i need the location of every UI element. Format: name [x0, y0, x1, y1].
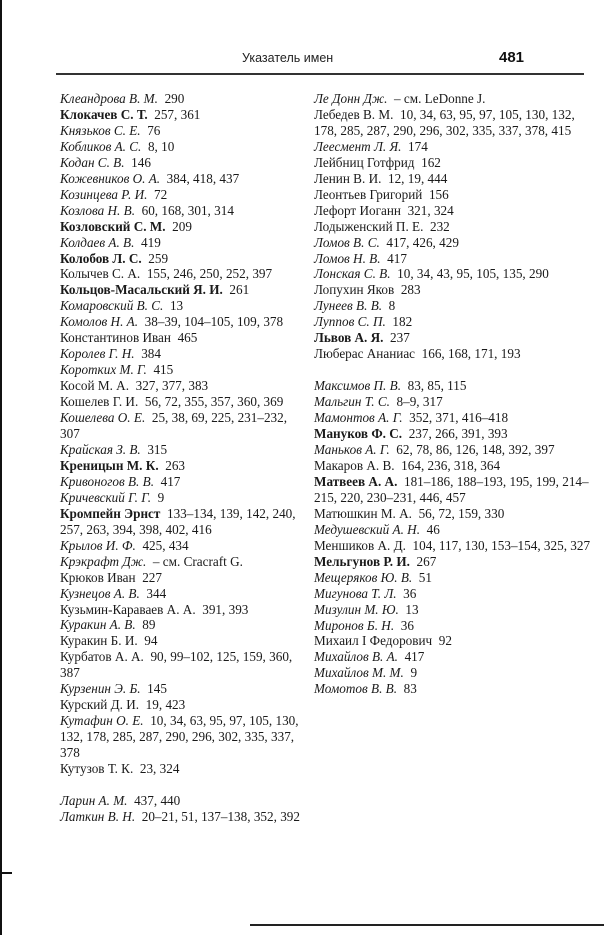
entry-page-refs: 12, 19, 444: [387, 170, 448, 186]
entry-name: Момотов В. В.: [314, 681, 398, 697]
entry-name: Лопухин Яков: [314, 282, 395, 298]
entry-name: Медушевский А. Н.: [314, 521, 421, 537]
entry-name: Мещеряков Ю. В.: [314, 569, 413, 585]
entry-name: Князьков С. Е.: [60, 122, 141, 138]
entry-name: Матюшкин М. А.: [314, 505, 412, 521]
entry-name: Кузнецов А. В.: [60, 585, 140, 601]
entry-name: Комолов Н. А.: [60, 314, 139, 330]
entry-page-refs: 181–186, 188–193, 195, 199, 214–215, 220, 230–231, 446, 457: [314, 473, 589, 505]
entry-name: Комаровский В. С.: [60, 298, 164, 314]
index-entry: [314, 155, 600, 171]
entry-page-refs: 8–9, 317: [396, 394, 443, 410]
entry-name: Кромпейн Эрнст: [60, 505, 161, 521]
entry-page-refs: 263: [165, 457, 186, 473]
entry-page-refs: 156: [428, 186, 449, 202]
entry-page-refs: 36: [403, 585, 417, 601]
index-entry: [60, 649, 310, 681]
entry-page-refs: 76: [147, 122, 161, 138]
entry-name: Куракин Б. И.: [60, 633, 138, 649]
index-entry: [314, 171, 600, 187]
index-entry: [314, 442, 600, 458]
entry-page-refs: 89: [142, 617, 156, 633]
entry-page-refs: – см. LeDonne J.: [394, 91, 486, 106]
entry-page-refs: 162: [421, 154, 441, 170]
entry-page-refs: 232: [429, 218, 450, 234]
entry-name: Люберас Ананиас: [314, 346, 416, 362]
entry-name: Крюков Иван: [60, 569, 136, 585]
entry-name: Кривоногов В. В.: [60, 473, 154, 489]
entry-page-refs: 164, 236, 318, 364: [401, 457, 501, 473]
entry-name: Михайлов М. М.: [314, 665, 404, 681]
letter-group-gap: [60, 777, 310, 793]
index-entry: [60, 442, 310, 458]
entry-name: Мельгунов Р. И.: [314, 553, 410, 569]
entry-page-refs: 283: [400, 282, 421, 298]
entry-page-refs: – см. Cracraft G.: [152, 553, 243, 569]
entry-name: Леонтьев Григорий: [314, 186, 423, 202]
header-rule: [56, 73, 584, 75]
index-entry: [60, 155, 310, 171]
entry-page-refs: 321, 324: [407, 202, 454, 218]
entry-name: Кожевников О. А.: [60, 170, 161, 186]
entry-page-refs: 94: [144, 633, 158, 649]
entry-name: Колдаев А. В.: [60, 234, 135, 250]
index-entry: [314, 458, 600, 474]
entry-page-refs: 384, 418, 437: [166, 170, 240, 186]
entry-page-refs: 51: [418, 569, 432, 585]
index-entry: [60, 633, 310, 649]
index-entry: [314, 633, 600, 649]
index-entry: [314, 330, 600, 346]
index-entry: [60, 410, 310, 442]
index-entry: [314, 346, 600, 362]
entry-name: Ле Донн Дж.: [314, 91, 388, 106]
entry-page-refs: 56, 72, 355, 357, 360, 369: [144, 394, 284, 410]
entry-page-refs: 72: [154, 186, 168, 202]
index-entry: [60, 171, 310, 187]
index-entry: [60, 362, 310, 378]
entry-page-refs: 13: [405, 601, 419, 617]
entry-name: Лебедев В. М.: [314, 106, 394, 122]
entry-name: Колобов Л. С.: [60, 250, 142, 266]
entry-name: Крэкрафт Дж.: [60, 553, 147, 569]
index-entry: [314, 378, 600, 394]
index-entry: [60, 282, 310, 298]
index-entry: [314, 410, 600, 426]
entry-name: Мальгин Т. С.: [314, 394, 390, 410]
entry-page-refs: 20–21, 51, 137–138, 352, 392: [141, 808, 300, 824]
entry-page-refs: 13: [169, 298, 184, 314]
index-entry: [314, 426, 600, 442]
entry-name: Курский Д. И.: [60, 697, 140, 713]
entry-page-refs: 155, 246, 250, 252, 397: [146, 266, 273, 282]
entry-page-refs: 419: [141, 234, 161, 250]
index-entry: [60, 266, 310, 282]
index-entry: [314, 681, 600, 697]
entry-name: Латкин В. Н.: [60, 808, 136, 824]
entry-page-refs: 415: [153, 362, 174, 378]
entry-page-refs: 10, 34, 63, 95, 97, 105, 130, 132, 178, 285, 287, 290, 296, 302, 335, 337, 378: [60, 713, 299, 761]
index-entry: [60, 697, 310, 713]
index-entry: [60, 506, 310, 538]
entry-name: Козинцева Р. И.: [60, 186, 148, 202]
index-entry: [314, 91, 600, 107]
entry-name: Королев Г. Н.: [60, 346, 135, 362]
index-entry: [314, 602, 600, 618]
entry-name: Козловский С. М.: [60, 218, 166, 234]
entry-page-refs: 261: [229, 282, 250, 298]
entry-page-refs: 174: [408, 138, 428, 154]
index-entry: [314, 251, 600, 267]
entry-name: Куракин А. В.: [60, 617, 136, 633]
entry-name: Леесмент Л. Я.: [314, 138, 402, 154]
index-entry: [314, 618, 600, 634]
entry-page-refs: 19, 423: [145, 697, 186, 713]
index-entry: [314, 665, 600, 681]
index-entry: [60, 235, 310, 251]
entry-name: Кодан С. В.: [60, 154, 125, 170]
entry-page-refs: 257, 361: [154, 106, 201, 122]
entry-page-refs: 237, 266, 391, 393: [408, 426, 508, 442]
entry-page-refs: 38–39, 104–105, 109, 378: [144, 314, 284, 330]
entry-name: Меншиков А. Д.: [314, 537, 406, 553]
footer-rule: [250, 924, 604, 926]
index-entry: [314, 538, 600, 554]
entry-page-refs: 92: [438, 633, 452, 649]
index-entry: [60, 123, 310, 139]
running-header: [0, 0, 604, 70]
entry-name: Крайская З. В.: [60, 441, 141, 457]
index-entry: [60, 586, 310, 602]
entry-name: Львов А. Я.: [314, 330, 384, 346]
entry-name: Клокачев С. Т.: [60, 106, 148, 122]
page-number: 481: [499, 49, 525, 66]
entry-name: Михаил I Федорович: [314, 633, 433, 649]
entry-page-refs: 209: [172, 218, 192, 234]
entry-name: Мигунова Т. Л.: [314, 585, 397, 601]
entry-page-refs: 83: [403, 681, 417, 697]
entry-name: Кузьмин-Караваев А. А.: [60, 601, 196, 617]
entry-page-refs: 315: [147, 441, 168, 457]
entry-name: Мамонтов А. Г.: [314, 410, 403, 426]
entry-name: Лонская С. В.: [314, 266, 391, 282]
entry-name: Кутузов Т. К.: [60, 761, 134, 777]
entry-name: Креницын М. К.: [60, 457, 159, 473]
entry-name: Кольцов-Масальский Я. И.: [60, 282, 223, 298]
index-column-left: [60, 91, 310, 825]
index-entry: [60, 378, 310, 394]
index-entry: [60, 554, 310, 570]
index-entry: [60, 251, 310, 267]
index-entry: [60, 91, 310, 107]
entry-page-refs: 384: [141, 346, 161, 362]
entry-name: Лейбниц Готфрид: [314, 154, 415, 170]
index-entry: [314, 187, 600, 203]
index-entry: [60, 458, 310, 474]
entry-name: Ломов В. С.: [314, 234, 380, 250]
index-entry: [60, 139, 310, 155]
entry-page-refs: 56, 72, 159, 330: [418, 505, 505, 521]
entry-page-refs: 417: [404, 649, 425, 665]
index-entry: [60, 602, 310, 618]
entry-name: Ленин В. И.: [314, 170, 382, 186]
index-entry: [60, 793, 310, 809]
entry-name: Лунеев В. В.: [314, 298, 383, 314]
entry-name: Коротких М. Г.: [60, 362, 147, 378]
entry-page-refs: 182: [392, 314, 413, 330]
entry-name: Мануков Ф. С.: [314, 426, 403, 442]
entry-page-refs: 23, 324: [139, 761, 180, 777]
entry-page-refs: 259: [148, 250, 169, 266]
entry-page-refs: 104, 117, 130, 153–154, 325, 327: [412, 537, 591, 553]
entry-name: Курзенин Э. Б.: [60, 681, 141, 697]
entry-name: Ломов Н. В.: [314, 250, 381, 266]
index-entry: [314, 474, 600, 506]
index-entry: [60, 761, 310, 777]
entry-page-refs: 417: [387, 250, 407, 266]
entry-page-refs: 10, 34, 63, 95, 97, 105, 130, 132, 178, 285, 287, 290, 296, 302, 335, 337, 378, 415: [314, 106, 575, 138]
index-entry: [60, 617, 310, 633]
entry-page-refs: 290: [164, 91, 185, 106]
index-entry: [60, 187, 310, 203]
index-entry: [314, 107, 600, 139]
entry-page-refs: 10, 34, 43, 95, 105, 135, 290: [397, 266, 549, 282]
index-entry: [60, 330, 310, 346]
entry-name: Константинов Иван: [60, 330, 171, 346]
index-entry: [314, 314, 600, 330]
entry-page-refs: 83, 85, 115: [407, 378, 467, 394]
entry-page-refs: 146: [131, 154, 151, 170]
entry-name: Лодыженский П. Е.: [314, 218, 424, 234]
entry-page-refs: 90, 99–102, 125, 159, 360, 387: [60, 649, 293, 681]
entry-page-refs: 36: [400, 617, 414, 633]
entry-page-refs: 465: [177, 330, 198, 346]
index-entry: [314, 522, 600, 538]
page-edge-mark: [0, 872, 12, 874]
entry-page-refs: 417, 426, 429: [386, 234, 459, 250]
index-entry: [60, 474, 310, 490]
index-entry: [314, 139, 600, 155]
entry-page-refs: 8: [388, 298, 396, 314]
entry-name: Клеандрова В. М.: [60, 91, 158, 106]
entry-page-refs: 8, 10: [147, 138, 175, 154]
entry-name: Лефорт Иоганн: [314, 202, 401, 218]
entry-page-refs: 145: [147, 681, 167, 697]
entry-page-refs: 9: [410, 665, 418, 681]
index-entry: [314, 506, 600, 522]
entry-page-refs: 391, 393: [202, 601, 249, 617]
index-column-right: [314, 91, 600, 697]
index-entry: [314, 282, 600, 298]
entry-page-refs: 267: [416, 553, 437, 569]
entry-page-refs: 166, 168, 171, 193: [421, 346, 521, 362]
index-entry: [60, 346, 310, 362]
entry-name: Кошелева О. Е.: [60, 410, 146, 426]
index-entry: [60, 538, 310, 554]
entry-name: Курбатов А. А.: [60, 649, 144, 665]
index-entry: [314, 266, 600, 282]
index-entry: [314, 298, 600, 314]
letter-group-gap: [314, 362, 600, 378]
entry-page-refs: 437, 440: [134, 792, 181, 808]
entry-page-refs: 227: [142, 569, 162, 585]
entry-name: Максимов П. В.: [314, 378, 402, 394]
entry-name: Маньков А. Г.: [314, 442, 390, 458]
index-entry: [60, 298, 310, 314]
entry-name: Миронов Б. Н.: [314, 617, 395, 633]
index-entry: [60, 570, 310, 586]
entry-page-refs: 237: [390, 330, 410, 346]
running-title: Указатель имен: [242, 51, 334, 65]
entry-page-refs: 46: [426, 521, 440, 537]
entry-name: Колычев С. А.: [60, 266, 141, 282]
entry-name: Крылов И. Ф.: [60, 537, 136, 553]
entry-page-refs: 344: [146, 585, 167, 601]
entry-page-refs: 417: [160, 473, 181, 489]
entry-page-refs: 327, 377, 383: [135, 378, 209, 394]
entry-page-refs: 425, 434: [142, 537, 189, 553]
index-entry: [60, 713, 310, 761]
index-entry: [314, 649, 600, 665]
index-entry: [314, 203, 600, 219]
index-entry: [314, 570, 600, 586]
entry-name: Ларин А. М.: [60, 792, 128, 808]
entry-name: Козлова Н. В.: [60, 202, 135, 218]
entry-page-refs: 60, 168, 301, 314: [141, 202, 234, 218]
index-entry: [60, 809, 310, 825]
index-entry: [314, 554, 600, 570]
entry-name: Кутафин О. Е.: [60, 713, 144, 729]
index-entry: [60, 314, 310, 330]
entry-page-refs: 133–134, 139, 142, 240, 257, 263, 394, 398, 402, 416: [60, 505, 296, 537]
entry-name: Макаров А. В.: [314, 457, 395, 473]
index-entry: [314, 219, 600, 235]
entry-name: Кошелев Г. И.: [60, 394, 139, 410]
entry-name: Кричевский Г. Г.: [60, 489, 152, 505]
page-edge: [0, 0, 2, 935]
index-entry: [314, 235, 600, 251]
entry-page-refs: 62, 78, 86, 126, 148, 392, 397: [396, 442, 555, 458]
index-entry: [60, 203, 310, 219]
entry-page-refs: 352, 371, 416–418: [409, 410, 509, 426]
entry-name: Матвеев А. А.: [314, 473, 398, 489]
entry-page-refs: 9: [157, 489, 165, 505]
index-entry: [60, 490, 310, 506]
entry-name: Кобликов А. С.: [60, 138, 142, 154]
index-entry: [60, 681, 310, 697]
entry-name: Косой М. А.: [60, 378, 130, 394]
entry-name: Луппов С. П.: [314, 314, 386, 330]
index-entry: [60, 394, 310, 410]
entry-name: Михайлов В. А.: [314, 649, 398, 665]
index-entry: [60, 107, 310, 123]
entry-page-refs: 25, 38, 69, 225, 231–232, 307: [60, 410, 288, 442]
index-entry: [314, 394, 600, 410]
index-entry: [314, 586, 600, 602]
entry-name: Мизулин М. Ю.: [314, 601, 399, 617]
index-entry: [60, 219, 310, 235]
